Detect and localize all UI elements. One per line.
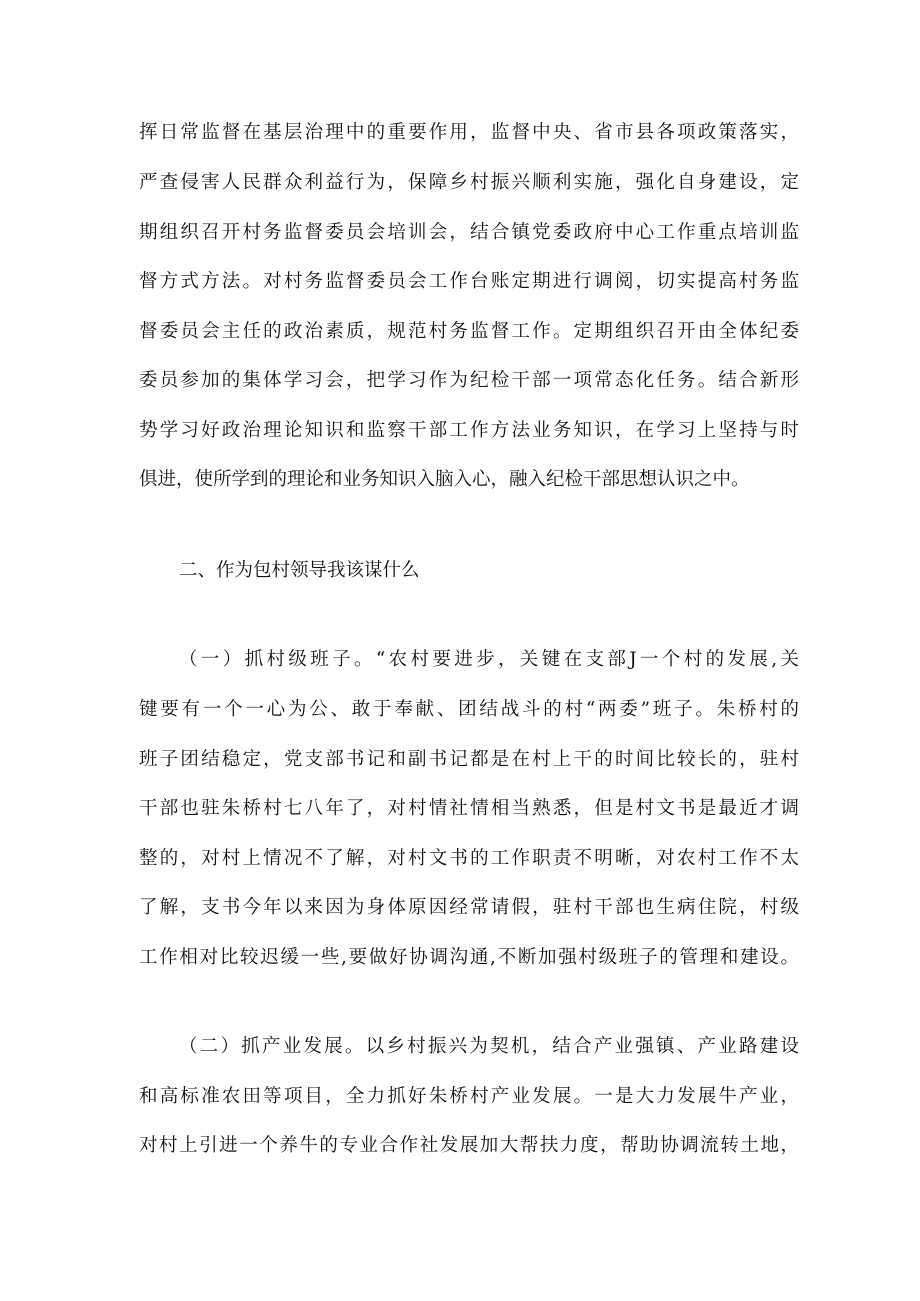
text-line: 委员参加的集体学习会，把学习作为纪检干部一项常态化任务。结合新形 xyxy=(139,370,799,391)
text-line: 班子团结稳定，党支部书记和副书记都是在村上干的时间比较长的，驻村 xyxy=(139,749,799,770)
text-line: （一）抓村级班子。“农村要进步，关键在支部J一个村的发展,关 xyxy=(179,649,799,670)
text-line: 势学习好政治理论知识和监察干部工作方法业务知识，在学习上坚持与时 xyxy=(139,420,799,441)
text-line: 期组织召开村务监督委员会培训会，结合镇党委政府中心工作重点培训监 xyxy=(139,222,799,243)
text-line: （二）抓产业发展。以乡村振兴为契机，结合产业强镇、产业路建设 xyxy=(179,1036,799,1057)
text-line: 整的，对村上情况不了解，对村文书的工作职责不明晰，对农村工作不太 xyxy=(139,848,799,869)
text-line: 俱进，使所学到的理论和业务知识入脑入心，融入纪检干部思想认识之中。 xyxy=(139,469,750,490)
text-line: 和高标准农田等项目，全力抓好朱桥村产业发展。一是大力发展牛产业， xyxy=(139,1086,799,1107)
text-line: 干部也驻朱桥村七八年了，对村情社情相当熟悉，但是村文书是最近才调 xyxy=(139,798,799,819)
text-line: 督方式方法。对村务监督委员会工作台账定期进行调阅，切实提高村务监 xyxy=(139,271,799,292)
text-line: 对村上引进一个养牛的专业合作社发展加大帮扶力度，帮助协调流转土地， xyxy=(139,1135,799,1156)
text-line: 督委员会主任的政治素质，规范村务监督工作。定期组织召开由全体纪委 xyxy=(139,321,799,342)
text-line: 工作相对比较迟缓一些,要做好协调沟通,不断加强村级班子的管理和建设。 xyxy=(139,947,799,968)
text-line: 键要有一个一心为公、敢于奉献、团结战斗的村“两委”班子。朱桥村的 xyxy=(139,699,799,720)
text-line: 严查侵害人民群众利益行为，保障乡村振兴顺利实施，强化自身建设，定 xyxy=(139,172,799,193)
text-line: 了解，支书今年以来因为身体原因经常请假，驻村干部也生病住院，村级 xyxy=(139,897,799,918)
text-line: 挥日常监督在基层治理中的重要作用，监督中央、省市县各项政策落实， xyxy=(139,122,799,143)
section-heading: 二、作为包村领导我该谋什么 xyxy=(179,560,420,581)
